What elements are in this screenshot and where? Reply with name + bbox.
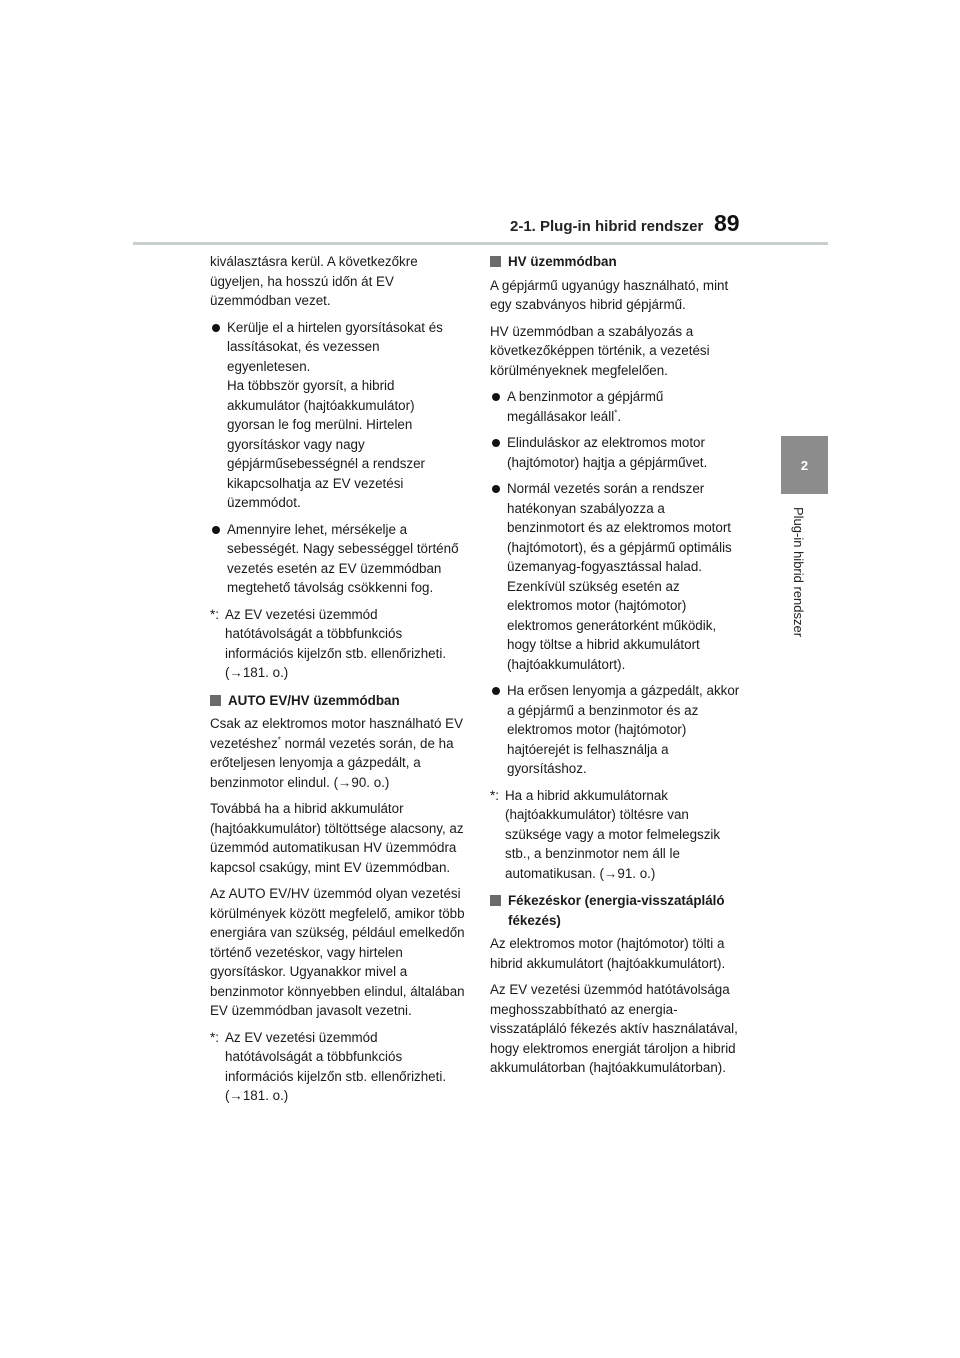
heading-text: Fékezéskor (energia-visszatápláló fékezés): [508, 893, 725, 928]
footnote: [210, 605, 465, 683]
paragraph: Az EV vezetési üzemmód hatótávolsága meghosszabbítható az energia-visszatápláló fékezés aktív használatával, hogy elektromos energiát tároljon a hibrid akkumulátorban (hajtóakkumulátorban).: [490, 982, 738, 1075]
footnote-ref: *: [277, 735, 281, 745]
chapter-tab: 2: [781, 436, 828, 494]
heading-text: HV üzemmódban: [508, 254, 617, 269]
bullet-text: Elinduláskor az elektromos motor (hajtómotor) hajtja a gépjárművet.: [507, 435, 708, 470]
chapter-side-label: Plug-in hibrid rendszer: [791, 507, 806, 638]
bullet-icon: [492, 485, 500, 493]
footnote-text: Az EV vezetési üzemmód hatótávolságát a többfunkciós információs kijelzőn stb. ellenőrizheti. (→181. o.): [225, 1029, 447, 1103]
footnote-mark: *:: [490, 787, 499, 803]
section-title: 2-1. Plug-in hibrid rendszer: [510, 218, 704, 235]
paragraph-text: normál vezetés során, de ha erőteljesen lenyomja a gázpedált, a benzinmotor elindul. (→90. o.): [210, 735, 454, 790]
bullet-icon: [492, 687, 500, 695]
bullet-icon: [212, 324, 220, 332]
section-heading: [490, 252, 745, 272]
header-divider: [133, 242, 828, 245]
bullet-text: .: [617, 408, 622, 424]
footnote-ref: *: [614, 408, 618, 418]
section-heading: [210, 691, 465, 711]
paragraph: HV üzemmódban a szabályozás a következőképpen történik, a vezetési körülményeknek megfelelően.: [490, 323, 710, 378]
bullet-icon: [492, 393, 500, 401]
bullet-text: Kerülje el a hirtelen gyorsításokat és lassításokat, és vezessen egyenletesen.: [227, 319, 443, 374]
bullet-item: [210, 318, 465, 513]
square-bullet-icon: [490, 256, 501, 267]
bullet-item: [490, 433, 745, 472]
bullet-icon: [492, 439, 500, 447]
bullet-item: [210, 520, 465, 598]
footnote-mark: *:: [210, 1029, 219, 1045]
square-bullet-icon: [490, 895, 501, 906]
square-bullet-icon: [210, 695, 221, 706]
paragraph: Továbbá ha a hibrid akkumulátor (hajtóakkumulátor) töltöttsége alacsony, az üzemmód automatikusan HV üzemmódra kapcsol csakúgy, mint EV üzemmódban.: [210, 801, 464, 875]
heading-text: AUTO EV/HV üzemmódban: [228, 692, 400, 708]
bullet-item: [490, 479, 745, 674]
bullet-text: A benzinmotor a gépjármű megállásakor leáll: [507, 389, 664, 424]
bullet-text: Amennyire lehet, mérsékelje a sebességét. Nagy sebességgel történő vezetés esetén az EV üzemmódban megtehető távolság csökkenni fog.: [227, 521, 459, 595]
footnote-mark: *:: [210, 606, 219, 622]
right-column: [490, 252, 745, 1085]
footnote: [210, 1028, 465, 1106]
paragraph: Az AUTO EV/HV üzemmód olyan vezetési körülmények között megfelelő, amikor több energiára van szükség, például emelkedőn történő vezetéskor, vagy hirtelen gyorsításkor. Ugyanakkor mivel a benzinmotor könnyebben elindul, általában EV üzemmódban javasolt vezetni.: [210, 886, 465, 1018]
bullet-item: [490, 387, 745, 426]
bullet-icon: [212, 526, 220, 534]
paragraph: A gépjármű ugyanúgy használható, mint egy szabványos hibrid gépjármű.: [490, 277, 729, 312]
bullet-item: [490, 681, 745, 779]
bullet-subtext: Ha többször gyorsít, a hibrid akkumulátor (hajtóakkumulátor) gyorsan le fog merülni. Hirtelen gyorsításkor vagy nagy gépjárműsebességnél a rendszer kikapcsolhatja az EV vezetési üzemmódot.: [227, 378, 426, 510]
footnote-text: Ha a hibrid akkumulátornak (hajtóakkumulátor) töltésre van szüksége vagy a motor felmelegszik stb., a benzinmotor nem áll le automatikusan. (→91. o.): [505, 787, 721, 881]
intro-paragraph: kiválasztásra kerül. A következőkre ügyeljen, ha hosszú időn át EV üzemmódban vezet.: [210, 254, 418, 308]
paragraph: [210, 714, 465, 792]
paragraph: Az elektromos motor (hajtómotor) tölti a hibrid akkumulátort (hajtóakkumulátort).: [490, 936, 726, 971]
page-number: 89: [714, 210, 740, 236]
footnote-text: Az EV vezetési üzemmód hatótávolságát a többfunkciós információs kijelzőn stb. ellenőrizheti. (→181. o.): [225, 606, 447, 680]
footnote: [490, 786, 745, 884]
paragraph-text: Csak az elektromos motor használható EV vezetéshez: [210, 716, 464, 751]
left-column: [210, 252, 465, 1114]
section-heading: [490, 891, 745, 930]
bullet-text: Ha erősen lenyomja a gázpedált, akkor a gépjármű a benzinmotor és az elektromos motor (hajtómotor) hajtóerejét is felhasználja a gyorsításhoz.: [507, 683, 740, 776]
bullet-text: Normál vezetés során a rendszer hatékonyan szabályozza a benzinmotort és az elektromos motort (hajtómotort), és a gépjármű optimális üzemanyag-fogyasztással halad. Ezenkívül szükség esetén az elektromos motor (hajtómotor) elektromos generátorként működik, hogy töltse a hibrid akkumulátort (hajtóakkumulátort).: [507, 481, 732, 672]
